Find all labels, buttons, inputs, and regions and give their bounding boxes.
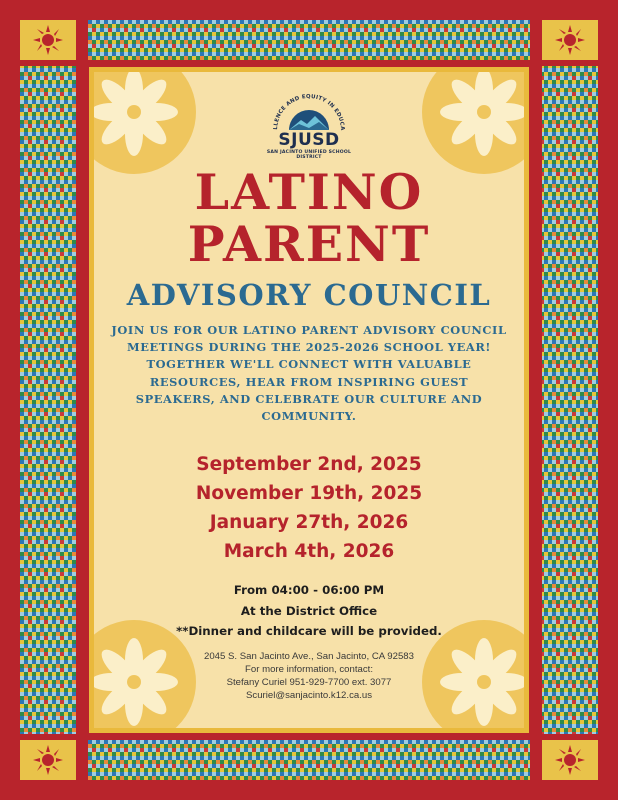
title-line-2: PARENT [187,215,431,273]
logo-district: SAN JACINTO UNIFIED SCHOOL DISTRICT [266,150,352,160]
contact-person: Stefany Curiel 951-929-7700 ext. 3077 [226,677,392,688]
logo-name: SJUSD [278,130,340,150]
meeting-time: From 04:00 - 06:00 PM [233,583,385,597]
meeting-location: At the District Office [240,603,378,618]
title-line-1: LATINO [194,163,424,221]
meeting-date: March 4th, 2026 [223,541,395,562]
meeting-date: September 2nd, 2025 [196,454,422,475]
sjusd-logo [259,92,359,164]
meeting-dates [94,450,524,566]
contact-email[interactable]: Scuriel@sanjacinto.k12.ca.us [246,690,372,701]
meeting-note: **Dinner and childcare will be provided. [176,624,442,638]
contact-info [94,650,524,702]
meeting-date: January 27th, 2026 [209,512,409,533]
logo-arc-text: LLENCE AND EQUITY IN EDUCA [272,93,346,131]
intro-paragraph: JOIN US FOR OUR LATINO PARENT ADVISORY COUNCIL MEETINGS DURING THE 2025-2026 SCHOOL YEAR! TOGETHER WE'LL CONNECT WITH VALUABLE RESOURCES, HEAR FROM INSPIRING GUEST SPEAKERS, AND CELEBRATE OUR CULTURE AND COMMUNITY. [111,323,507,424]
mountain-logo-icon [259,92,359,132]
meeting-date: November 19th, 2025 [195,483,423,504]
contact-address: 2045 S. San Jacinto Ave., San Jacinto, CA 92583 [204,651,414,662]
title-line-3: ADVISORY COUNCIL [126,278,492,312]
meeting-details [94,580,524,642]
contact-more-info: For more information, contact: [245,664,373,675]
poster-panel [94,72,524,728]
